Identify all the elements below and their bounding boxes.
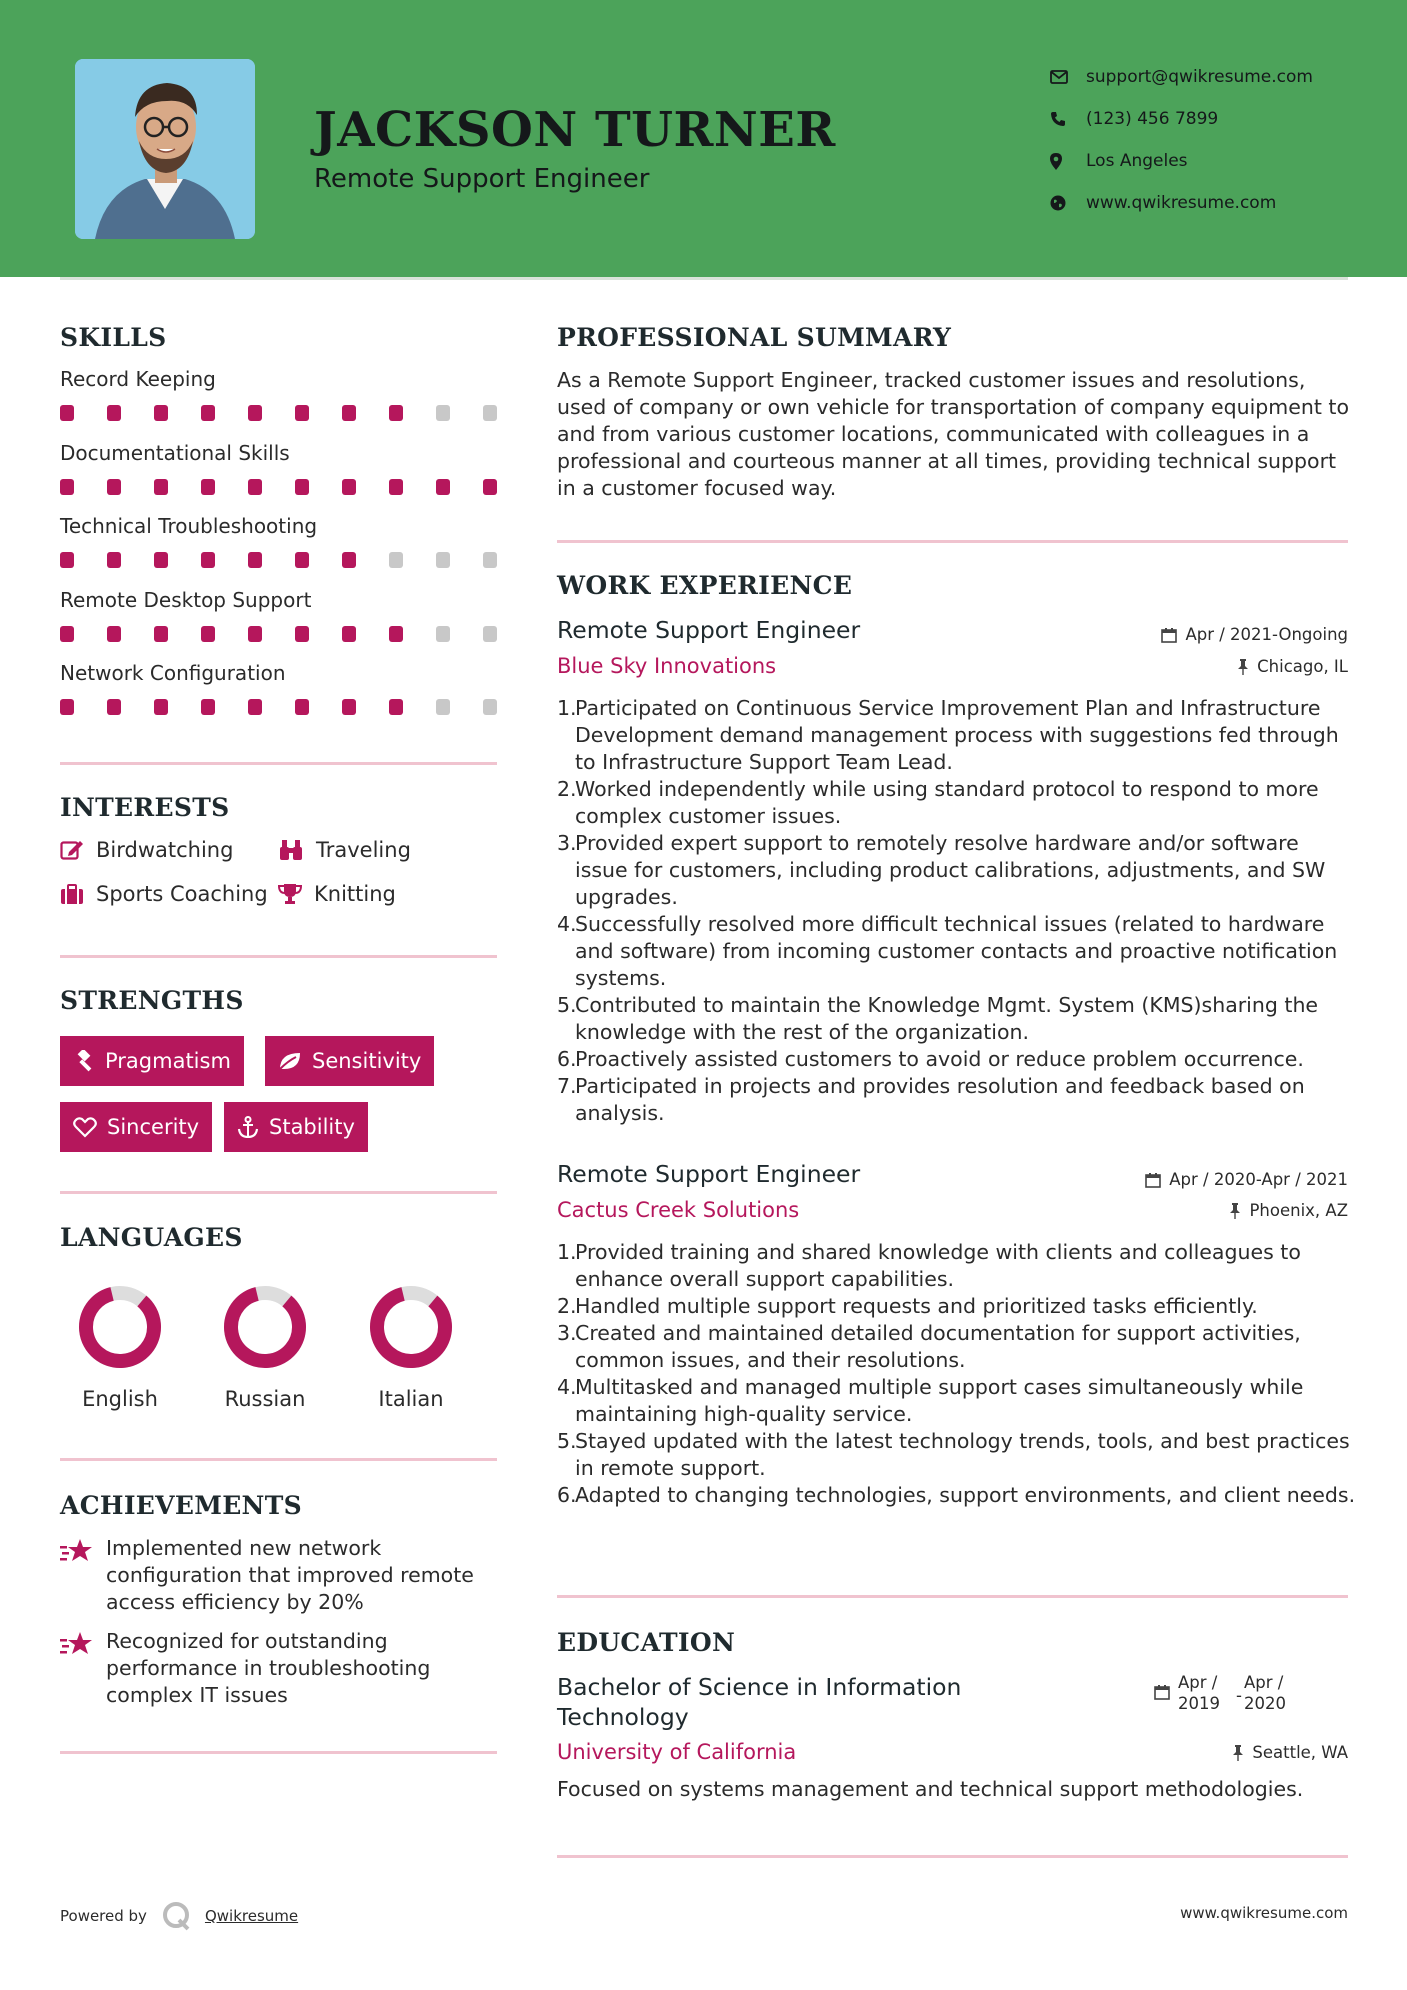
skill-dot-filled (483, 479, 497, 495)
section-divider (557, 540, 1348, 543)
job-title: Remote Support Engineer (557, 1160, 861, 1188)
list-number: 2. (557, 1294, 577, 1318)
skill-dot-filled (295, 552, 309, 568)
responsibility-text: Participated in projects and provides resolution and feedback based on analysis. (575, 1074, 1305, 1125)
list-number: 1. (557, 696, 577, 720)
responsibility-text: Created and maintained detailed documentation for support activities, common issues, and their resolutions. (575, 1321, 1301, 1372)
skill-dot-filled (60, 552, 74, 568)
list-number: 1. (557, 1240, 577, 1264)
language-gauge (195, 1282, 335, 1376)
responsibility-text: Adapted to changing technologies, support environments, and client needs. (575, 1483, 1356, 1507)
strength-label: Stability (269, 1115, 355, 1139)
responsibility-item (557, 1482, 1357, 1509)
contact-phone-text: (123) 456 7899 (1086, 109, 1219, 129)
skill-dot-empty (483, 699, 497, 715)
skill-dot-empty (436, 405, 450, 421)
skill-dot-filled (389, 699, 403, 715)
skill-dot-filled (248, 699, 262, 715)
skill-dot-filled (107, 552, 121, 568)
skill-dot-empty (436, 699, 450, 715)
responsibility-item (557, 992, 1357, 1046)
person-illustration (75, 59, 255, 239)
list-number: 4. (557, 912, 577, 936)
skill-dot-filled (248, 552, 262, 568)
company-name: Cactus Creek Solutions (557, 1198, 800, 1222)
responsibility-text: Multitasked and managed multiple support cases simultaneously while maintaining high-quality service. (575, 1375, 1304, 1426)
education-title: EDUCATION (557, 1628, 736, 1657)
skill-dot-filled (201, 626, 215, 642)
list-number: 2. (557, 777, 577, 801)
section-divider (60, 1458, 497, 1461)
gavel-icon (73, 1050, 95, 1072)
edit-icon (60, 839, 84, 861)
pin-icon (1237, 659, 1249, 675)
responsibility-text: Worked independently while using standard protocol to respond to more complex customer issues. (575, 777, 1319, 828)
language-gauge (50, 1282, 190, 1376)
skill-dot-filled (154, 405, 168, 421)
education-location-text: Seattle, WA (1252, 1743, 1348, 1762)
responsibility-item (557, 1374, 1357, 1428)
skill-dot-empty (389, 552, 403, 568)
responsibility-item (557, 1046, 1357, 1073)
skill-dot-filled (342, 405, 356, 421)
skill-dot-empty (436, 626, 450, 642)
star-icon (60, 1537, 94, 1565)
resume-header (0, 0, 1407, 277)
skill-dot-filled (248, 405, 262, 421)
globe-icon (1050, 193, 1086, 213)
skill-dot-filled (436, 479, 450, 495)
candidate-name: JACKSON TURNER (314, 102, 836, 158)
strength-label: Sensitivity (312, 1049, 422, 1073)
calendar-icon (1145, 1172, 1161, 1188)
list-number: 6. (557, 1483, 577, 1507)
experience-title: WORK EXPERIENCE (557, 571, 853, 600)
job-responsibilities (557, 695, 1357, 1127)
achievement-text: Implemented new network configuration that improved remote access efficiency by 20% (106, 1536, 474, 1614)
leaf-icon (278, 1051, 302, 1071)
qwikresume-logo-icon (161, 1900, 193, 1932)
binoculars-icon (278, 839, 304, 861)
achievements-title: ACHIEVEMENTS (60, 1491, 302, 1520)
interest-item (60, 838, 233, 862)
powered-by-text: Powered by (60, 1907, 147, 1925)
summary-text: As a Remote Support Engineer, tracked customer issues and resolutions, used of company or own vehicle for transportation of company equipment to and from various customer locations, communicated with colleagues in a professional and courteous manner at all times, providing technical support in a customer focused way. (557, 368, 1350, 500)
calendar-icon (1161, 627, 1177, 643)
skill-name: Documentational Skills (60, 440, 290, 465)
contact-email-text: support@qwikresume.com (1086, 67, 1313, 87)
skill-dot-filled (154, 626, 168, 642)
degree-title: Bachelor of Science in Information Technology (557, 1673, 962, 1731)
responsibility-item (557, 911, 1357, 992)
list-number: 3. (557, 831, 577, 855)
skill-dot-filled (201, 552, 215, 568)
candidate-role: Remote Support Engineer (314, 164, 650, 194)
interest-label: Sports Coaching (96, 882, 268, 906)
interest-item (278, 838, 411, 862)
responsibility-item (557, 1320, 1357, 1374)
footer-website[interactable]: www.qwikresume.com (1180, 1904, 1348, 1922)
skill-dot-filled (389, 405, 403, 421)
skill-dot-filled (342, 626, 356, 642)
job-responsibilities (557, 1239, 1357, 1509)
skill-dot-filled (154, 479, 168, 495)
skill-dot-filled (60, 699, 74, 715)
education-date-sep: - (1236, 1686, 1242, 1705)
summary-title: PROFESSIONAL SUMMARY (557, 323, 952, 352)
responsibility-text: Provided training and shared knowledge with clients and colleagues to enhance overall support capabilities. (575, 1240, 1301, 1291)
star-icon (60, 1630, 94, 1658)
calendar-icon (1154, 1684, 1170, 1700)
skill-dot-filled (342, 552, 356, 568)
section-divider (60, 1751, 497, 1754)
anchor-icon (237, 1116, 259, 1138)
skill-dot-filled (248, 626, 262, 642)
skill-dot-filled (201, 405, 215, 421)
strength-label: Sincerity (107, 1115, 200, 1139)
skills-title: SKILLS (60, 323, 167, 352)
responsibility-item (557, 1293, 1357, 1320)
skill-dot-filled (60, 479, 74, 495)
school-name: University of California (557, 1740, 797, 1764)
skill-dot-filled (389, 479, 403, 495)
skill-dot-filled (295, 626, 309, 642)
job-title: Remote Support Engineer (557, 616, 861, 644)
header-divider (60, 277, 1348, 280)
section-divider (557, 1855, 1348, 1858)
responsibility-text: Provided expert support to remotely resolve hardware and/or software issue for customers, including product calibrations, adjustments, and SW upgrades. (575, 831, 1326, 909)
skill-dot-filled (295, 405, 309, 421)
language-name: English (82, 1387, 158, 1411)
languages-title: LANGUAGES (60, 1223, 243, 1252)
responsibility-item (557, 1428, 1357, 1482)
education-dates (1154, 1672, 1302, 1714)
contact-email[interactable] (1050, 56, 1313, 98)
skill-dot-filled (248, 479, 262, 495)
skill-dot-filled (107, 479, 121, 495)
responsibility-text: Stayed updated with the latest technology trends, tools, and best practices in remote support. (575, 1429, 1350, 1480)
interest-item (278, 882, 396, 906)
skill-dot-filled (107, 626, 121, 642)
list-number: 7. (557, 1074, 577, 1098)
language-gauge (341, 1282, 481, 1376)
contact-list (1050, 56, 1313, 224)
skill-dot-empty (483, 626, 497, 642)
pin-icon (1229, 1203, 1241, 1219)
phone-icon (1050, 109, 1086, 129)
trophy-icon (278, 883, 302, 905)
skill-name: Record Keeping (60, 367, 216, 391)
skill-dot-filled (295, 699, 309, 715)
contact-phone[interactable] (1050, 98, 1313, 140)
education-start: Apr / 2019 (1178, 1673, 1220, 1713)
contact-location-text: Los Angeles (1086, 151, 1188, 171)
skill-name: Remote Desktop Support (60, 587, 312, 612)
contact-website-text: www.qwikresume.com (1086, 193, 1277, 213)
briefcase-icon (60, 884, 84, 904)
responsibility-item (557, 695, 1357, 776)
list-number: 5. (557, 993, 577, 1017)
job-date (1145, 1170, 1348, 1189)
strength-tag (224, 1102, 368, 1152)
interest-item (60, 882, 268, 906)
responsibility-text: Successfully resolved more difficult technical issues (related to hardware and software) from incoming customer contacts and proactive notification systems. (575, 912, 1338, 990)
responsibility-item (557, 830, 1357, 911)
education-end: Apr / 2020 (1244, 1673, 1286, 1713)
skill-dot-filled (154, 699, 168, 715)
strengths-title: STRENGTHS (60, 986, 244, 1015)
language-name: Russian (224, 1387, 306, 1411)
section-divider (60, 1191, 497, 1194)
skill-dot-empty (436, 552, 450, 568)
interests-title: INTERESTS (60, 793, 230, 822)
section-divider (557, 1595, 1348, 1598)
skill-name: Technical Troubleshooting (60, 514, 318, 538)
skill-dot-filled (60, 405, 74, 421)
job-date-text: Apr / 2021-Ongoing (1185, 625, 1348, 644)
strength-tag (265, 1036, 434, 1086)
skill-dot-filled (60, 626, 74, 642)
skill-dot-filled (342, 479, 356, 495)
profile-photo (75, 59, 255, 239)
heart-icon (73, 1117, 97, 1138)
list-number: 6. (557, 1047, 577, 1071)
skill-dot-filled (201, 699, 215, 715)
job-location (1237, 657, 1348, 676)
section-divider (60, 762, 497, 765)
education-location (1232, 1743, 1348, 1762)
skill-dot-filled (342, 699, 356, 715)
section-divider (60, 955, 497, 958)
interest-label: Birdwatching (96, 838, 234, 862)
contact-website[interactable] (1050, 182, 1313, 224)
responsibility-item (557, 1073, 1357, 1127)
achievement-text: Recognized for outstanding performance in troubleshooting complex IT issues (106, 1629, 431, 1707)
company-name: Blue Sky Innovations (557, 654, 777, 678)
responsibility-text: Handled multiple support requests and prioritized tasks efficiently. (575, 1294, 1258, 1318)
job-location-text: Chicago, IL (1257, 657, 1348, 676)
skill-dot-filled (201, 479, 215, 495)
responsibility-item (557, 1239, 1357, 1293)
strength-label: Pragmatism (105, 1049, 231, 1073)
responsibility-text: Participated on Continuous Service Improvement Plan and Infrastructure Development demand management process with suggestions fed through to Infrastructure Support Team Lead. (575, 696, 1339, 774)
responsibility-item (557, 776, 1357, 830)
skill-dot-filled (107, 699, 121, 715)
responsibility-text: Proactively assisted customers to avoid or reduce problem occurrence. (575, 1047, 1304, 1071)
skill-dot-filled (389, 626, 403, 642)
achievement-item (60, 1535, 500, 1616)
education-description: Focused on systems management and technical support methodologies. (557, 1777, 1304, 1801)
skill-name: Network Configuration (60, 661, 286, 685)
list-number: 4. (557, 1375, 577, 1399)
list-number: 5. (557, 1429, 577, 1453)
footer-powered (60, 1900, 298, 1932)
job-location (1229, 1201, 1348, 1220)
pin-icon (1232, 1745, 1244, 1761)
skill-dot-filled (295, 479, 309, 495)
skill-dot-empty (483, 405, 497, 421)
skill-dot-empty (483, 552, 497, 568)
interest-label: Knitting (314, 882, 396, 906)
responsibility-text: Contributed to maintain the Knowledge Mgmt. System (KMS)sharing the knowledge with the rest of the organization. (575, 993, 1319, 1044)
language-name: Italian (378, 1387, 444, 1411)
job-date-text: Apr / 2020-Apr / 2021 (1169, 1170, 1348, 1189)
job-date (1161, 625, 1348, 644)
job-location-text: Phoenix, AZ (1249, 1201, 1348, 1220)
brand-link[interactable]: Qwikresume (204, 1907, 299, 1925)
envelope-icon (1050, 67, 1086, 87)
skill-dot-filled (154, 552, 168, 568)
interest-label: Traveling (316, 838, 411, 862)
list-number: 3. (557, 1321, 577, 1345)
skill-dot-filled (107, 405, 121, 421)
map-marker-icon (1050, 151, 1086, 171)
contact-location (1050, 140, 1313, 182)
strength-tag (60, 1036, 244, 1086)
strength-tag (60, 1102, 212, 1152)
achievement-item (60, 1628, 500, 1709)
